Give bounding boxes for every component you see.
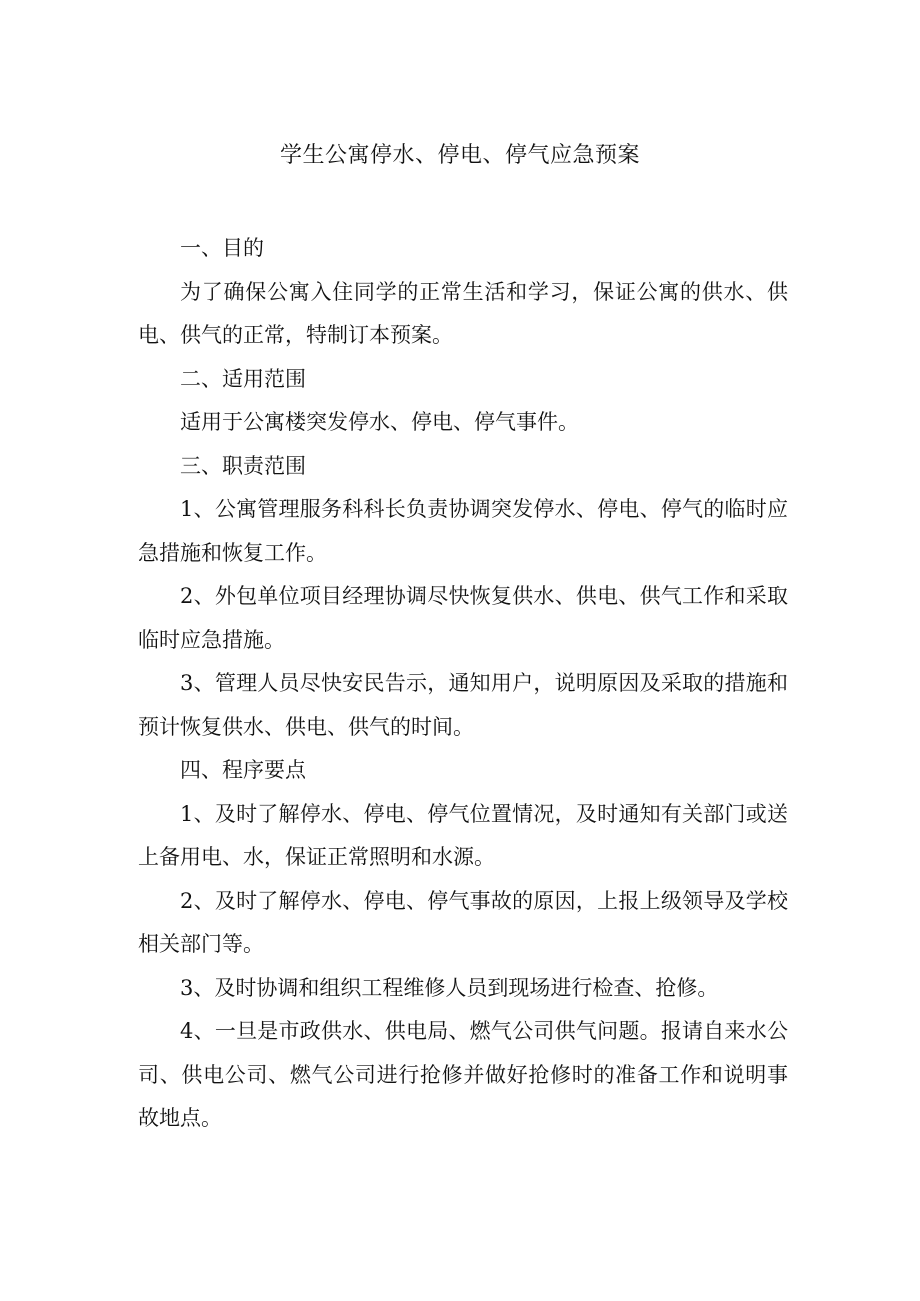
section-heading-purpose: 一、目的 bbox=[180, 236, 264, 260]
purpose-paragraph: 为了确保公寓入住同学的正常生活和学习，保证公寓的供水、供电、供气的正常，特制订本预案。 bbox=[138, 279, 788, 347]
document-body bbox=[138, 227, 788, 1141]
document-title: 学生公寓停水、停电、停气应急预案 bbox=[279, 143, 640, 168]
section-heading-scope: 二、适用范围 bbox=[180, 366, 306, 391]
scope-paragraph: 适用于公寓楼突发停水、停电、停气事件。 bbox=[180, 410, 579, 434]
section-heading-duties: 三、职责范围 bbox=[180, 453, 306, 478]
section-heading-procedure: 四、程序要点 bbox=[180, 758, 306, 782]
procedure-item-1: 1、及时了解停水、停电、停气位置情况，及时通知有关部门或送上备用电、水，保证正常照明和水源。 bbox=[138, 801, 788, 869]
procedure-item-4: 4、一旦是市政供水、供电局、燃气公司供气问题。报请自来水公司、供电公司、燃气公司进行抢修并做好抢修时的准备工作和说明事故地点。 bbox=[138, 1019, 788, 1130]
procedure-item-3: 3、及时协调和组织工程维修人员到现场进行检查、抢修。 bbox=[180, 975, 719, 1000]
duty-item-3: 3、管理人员尽快安民告示，通知用户，说明原因及采取的措施和预计恢复供水、供电、供气的时间。 bbox=[138, 671, 788, 739]
procedure-item-2: 2、及时了解停水、停电、停气事故的原因，上报上级领导及学校相关部门等。 bbox=[138, 888, 788, 956]
duty-item-1: 1、公寓管理服务科科长负责协调突发停水、停电、停气的临时应急措施和恢复工作。 bbox=[138, 497, 788, 565]
duty-item-2: 2、外包单位项目经理协调尽快恢复供水、供电、供气工作和采取临时应急措施。 bbox=[138, 584, 788, 652]
